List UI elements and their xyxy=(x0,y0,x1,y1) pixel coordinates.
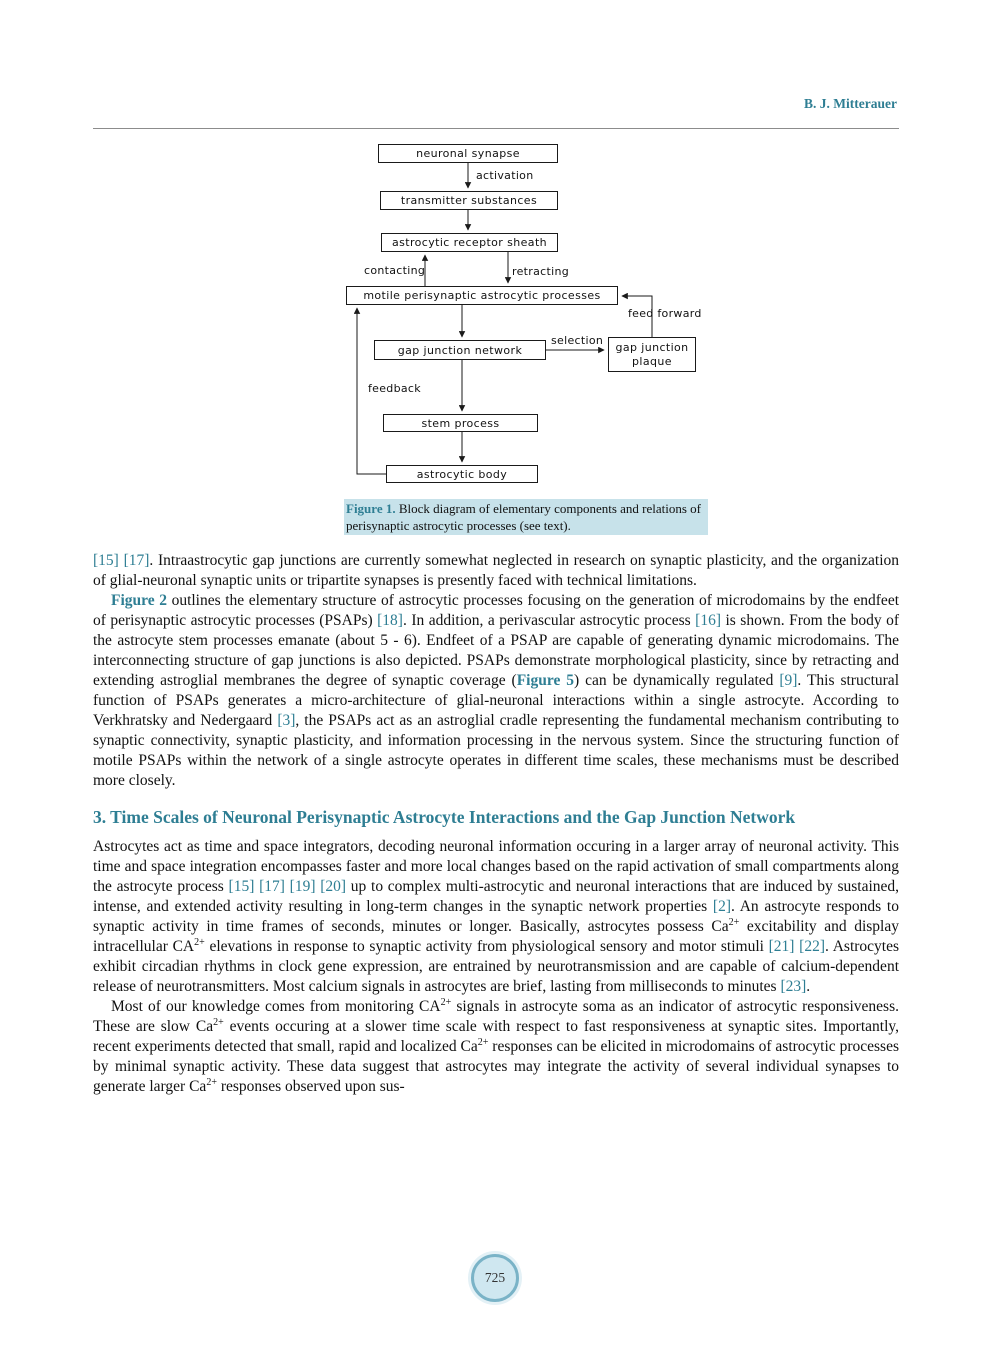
paragraph xyxy=(93,997,899,1097)
diagram-label-selection: selection xyxy=(551,334,604,347)
text-run: Most of our knowledge comes from monitoring CA xyxy=(111,998,441,1015)
text-run: elevations in response to synaptic activity from physiological sensory and motor stimuli xyxy=(204,938,769,955)
diagram-box-stem-process: stem process xyxy=(383,414,538,432)
paragraph xyxy=(93,837,899,997)
diagram-label-feedback: feedback xyxy=(368,382,421,395)
text-run: responses observed upon sus- xyxy=(216,1078,405,1095)
superscript: 2+ xyxy=(194,936,205,948)
body-text xyxy=(93,551,899,1097)
text-run: . Intraastrocytic gap junctions are currently somewhat neglected in research on synaptic plasticity, and the organization of glial-neuronal synaptic units or tripartite synapses is presently faced with technical limitations. xyxy=(93,552,899,589)
page-number-badge xyxy=(471,1254,519,1302)
text-run: up to complex multi-astrocytic and neuronal interactions that are induced by sustained, intense, and extended activity resulting in long-term changes in the synaptic network properties xyxy=(93,878,900,915)
figure-1-diagram xyxy=(0,140,992,498)
diagram-box-neuronal-synapse: neuronal synapse xyxy=(378,144,558,163)
citation-link[interactable]: [15] xyxy=(228,878,255,895)
diagram-label-retracting: retracting xyxy=(512,265,569,278)
text-run: ) can be dynamically regulated xyxy=(574,672,780,689)
header-divider xyxy=(93,128,899,129)
section-heading: 3. Time Scales of Neuronal Perisynaptic Astrocyte Interactions and the Gap Junction Network xyxy=(93,807,796,827)
superscript: 2+ xyxy=(206,1076,217,1088)
citation-link[interactable]: [22] xyxy=(799,938,825,955)
diagram-label-activation: activation xyxy=(476,169,534,182)
running-head-author: B. J. Mitterauer xyxy=(804,96,897,111)
superscript: 2+ xyxy=(728,916,740,928)
text-run: excitability and display intracellular CA xyxy=(93,918,899,955)
figure-ref-link[interactable]: Figure 2 xyxy=(111,592,167,609)
figure-caption-text: Block diagram of elementary components and relations of perisynaptic astrocytic processes (see text). xyxy=(346,501,701,533)
text-run: . In addition, a perivascular astrocytic process xyxy=(402,612,696,629)
text-run: . An astrocyte responds to synaptic activity in time frames of seconds, minutes or longer. Basically, astrocytes possess Ca xyxy=(93,898,899,935)
citation-link[interactable]: [17] xyxy=(123,552,150,569)
text-run: is shown. From the body of the astrocyte stem processes emanate (about 5 - 6). Endfeet of a PSAP are capable of generating dynamic microdomains. The interconnecting structure of gap junctions is also depicted. PSAPs demonstrate morphological plasticity, since by retracting and extending astroglial membranes the degree of synaptic coverage ( xyxy=(93,612,899,689)
text-run: . This structural function of PSAPs generates a micro-architecture of glial-neuronal interactions within a single astrocyte. According to Verkhratsky and Nedergaard xyxy=(93,672,899,729)
figure-caption-label: Figure 1. xyxy=(346,501,396,516)
figure-1-caption xyxy=(344,499,708,535)
paragraph xyxy=(93,591,899,791)
text-run: . xyxy=(806,978,811,995)
diagram-label-feed-forward: feed forward xyxy=(628,307,702,320)
paragraph xyxy=(93,551,899,591)
citation-link[interactable]: [15] xyxy=(93,552,119,569)
citation-link[interactable]: [23] xyxy=(780,978,807,995)
citation-link[interactable]: [21] xyxy=(768,938,795,955)
figure-ref-link[interactable]: Figure 5 xyxy=(516,672,575,689)
superscript: 2+ xyxy=(440,996,452,1008)
superscript: 2+ xyxy=(477,1036,489,1048)
text-run: Astrocytes act as time and space integrators, decoding neuronal information occuring in a larger array of neuronal activity. This time and space integration encompasses faster and more local changes based on the rapid activation of small compartments along the astrocyte process xyxy=(93,838,899,895)
citation-link[interactable]: [2] xyxy=(712,898,731,915)
diagram-box-astrocytic-body: astrocytic body xyxy=(386,465,538,483)
text-run: outlines the elementary structure of astrocytic processes focusing on the generation of microdomains by the endfeet of perisynaptic astrocytic processes (PSAPs) xyxy=(93,592,899,629)
citation-link[interactable]: [20] xyxy=(320,878,347,895)
diagram-box-gap-junction-plaque: gap junction plaque xyxy=(608,337,696,372)
superscript: 2+ xyxy=(213,1016,224,1028)
text-run: responses can be elicited in microdomains of astrocytic processes by minimal synaptic activity. These data suggest that astrocytes may integrate the activity of several individual synapses to generate larger Ca xyxy=(93,1038,899,1095)
text-run: , the PSAPs act as an astroglial cradle representing the fundamental mechanism contributing to synaptic connectivity, synaptic plasticity, and information processing in the nervous system. Since the structuring function of motile PSAPs within the network of a single astrocyte operates in different time scales, these mechanisms must be described more closely. xyxy=(93,712,899,789)
page-number: 725 xyxy=(484,1270,506,1285)
text-run: events occuring at a slower time scale with respect to fast responsiveness at synaptic sites. Importantly, recent experiments detected that small, rapid and localized Ca xyxy=(93,1018,899,1055)
text-run: . Astrocytes exhibit circadian rhythms in clock gene expression, are entrained by neurotransmission and are capable of calcium-dependent release of neurotransmitters. Most calcium signals in astrocytes are brief, lasting from milliseconds to minutes xyxy=(93,938,900,995)
diagram-box-gap-junction-network: gap junction network xyxy=(374,340,546,360)
citation-link[interactable]: [3] xyxy=(277,712,296,729)
diagram-box-astrocytic-receptor-sheath: astrocytic receptor sheath xyxy=(381,233,558,252)
citation-link[interactable]: [19] xyxy=(289,878,316,895)
diagram-box-transmitter-substances: transmitter substances xyxy=(380,191,558,210)
citation-link[interactable]: [18] xyxy=(377,612,403,629)
diagram-box-motile-perisynaptic-processes: motile perisynaptic astrocytic processes xyxy=(346,286,618,305)
citation-link[interactable]: [17] xyxy=(259,878,285,895)
citation-link[interactable]: [16] xyxy=(695,612,721,629)
diagram-label-contacting: contacting xyxy=(364,264,426,277)
text-run: signals in astrocyte soma as an indicator of astrocytic responsiveness. These are slow Ca xyxy=(93,998,899,1035)
citation-link[interactable]: [9] xyxy=(779,672,798,689)
